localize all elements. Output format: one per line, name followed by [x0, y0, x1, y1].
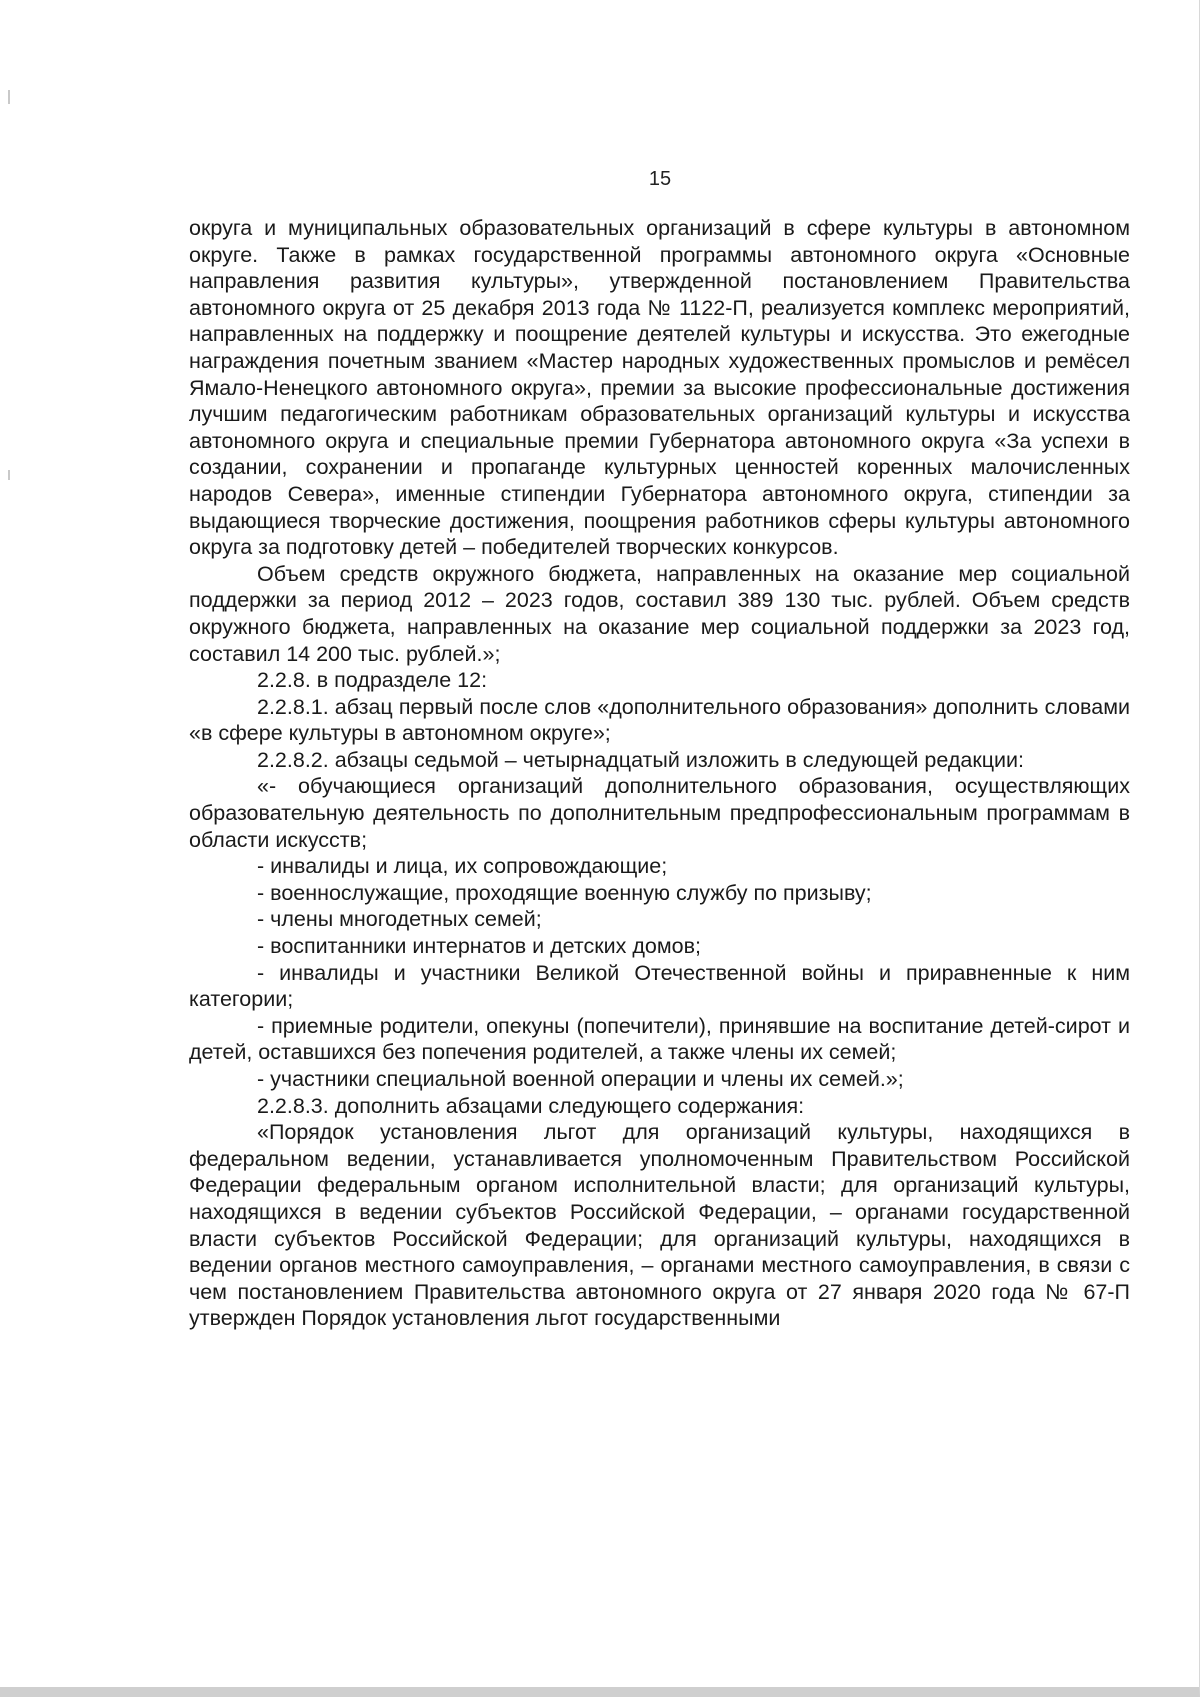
paragraph: «Порядок установления льгот для организаций культуры, находящихся в федеральном ведении, устанавливается уполномоченным Правительством Российской Федерации федеральным органом исполнительной власти; для организаций культуры, находящихся в ведении субъектов Российской Федерации, – органами государственной власти субъектов Российской Федерации; для организаций культуры, находящихся в ведении органов местного самоуправления, – органами местного самоуправления, в связи с чем постановлением Правительства автономного округа от 27 января 2020 года № 67-П утвержден Порядок установления льгот государственными	[189, 1120, 1130, 1331]
paragraph: - инвалиды и лица, их сопровождающие;	[257, 854, 668, 879]
paragraph: - воспитанники интернатов и детских домов;	[257, 934, 702, 959]
paragraph: - военнослужащие, проходящие военную службу по призыву;	[257, 880, 872, 905]
paragraph: «- обучающиеся организаций дополнительного образования, осуществляющих образовательную деятельность по дополнительным предпрофессиональным программам в области искусств;	[189, 774, 1130, 852]
paragraph: 2.2.8.1. абзац первый после слов «дополнительного образования» дополнить словами «в сфере культуры в автономном округе»;	[189, 694, 1130, 746]
paragraph: 2.2.8.3. дополнить абзацами следующего содержания:	[257, 1093, 805, 1118]
paragraph: 2.2.8.2. абзацы седьмой – четырнадцатый изложить в следующей редакции:	[257, 747, 1025, 772]
paragraph: - члены многодетных семей;	[257, 907, 542, 932]
page-number: 15	[648, 168, 672, 190]
paragraph: 2.2.8. в подразделе 12:	[257, 668, 488, 693]
scan-edge-mark	[8, 470, 10, 480]
paragraph: Объем средств окружного бюджета, направленных на оказание мер социальной поддержки за период 2012 – 2023 годов, составил 389 130 тыс. рублей. Объем средств окружного бюджета, направленных на оказание мер социальной поддержки за 2023 год, составил 14 200 тыс. рублей.»;	[189, 561, 1130, 666]
paragraph: - приемные родители, опекуны (попечители), принявшие на воспитание детей-сирот и детей, оставшихся без попечения родителей, а также члены их семей;	[189, 1013, 1130, 1065]
paragraph: - инвалиды и участники Великой Отечественной войны и приравненные к ним категории;	[189, 960, 1130, 1012]
document-body	[189, 215, 1130, 1332]
scan-edge-mark	[8, 90, 10, 104]
paragraph: округа и муниципальных образовательных организаций в сфере культуры в автономном округе. Также в рамках государственной программы автономного округа «Основные направления развития культуры», утвержденной постановлением Правительства автономного округа от 25 декабря 2013 года № 1122-П, реализуется комплекс мероприятий, направленных на поддержку и поощрение деятелей культуры и искусства. Это ежегодные награждения почетным званием «Мастер народных художественных промыслов и ремёсел Ямало-Ненецкого автономного округа», премии за высокие профессиональные достижения лучшим педагогическим работникам образовательных организаций культуры и искусства автономного округа и специальные премии Губернатора автономного округа «За успехи в создании, сохранении и пропаганде культурных ценностей коренных малочисленных народов Севера», именные стипендии Губернатора автономного округа, стипендии за выдающиеся творческие достижения, поощрения работников сферы культуры автономного округа за подготовку детей – победителей творческих конкурсов.	[189, 216, 1130, 560]
paragraph: - участники специальной военной операции и члены их семей.»;	[257, 1067, 904, 1091]
